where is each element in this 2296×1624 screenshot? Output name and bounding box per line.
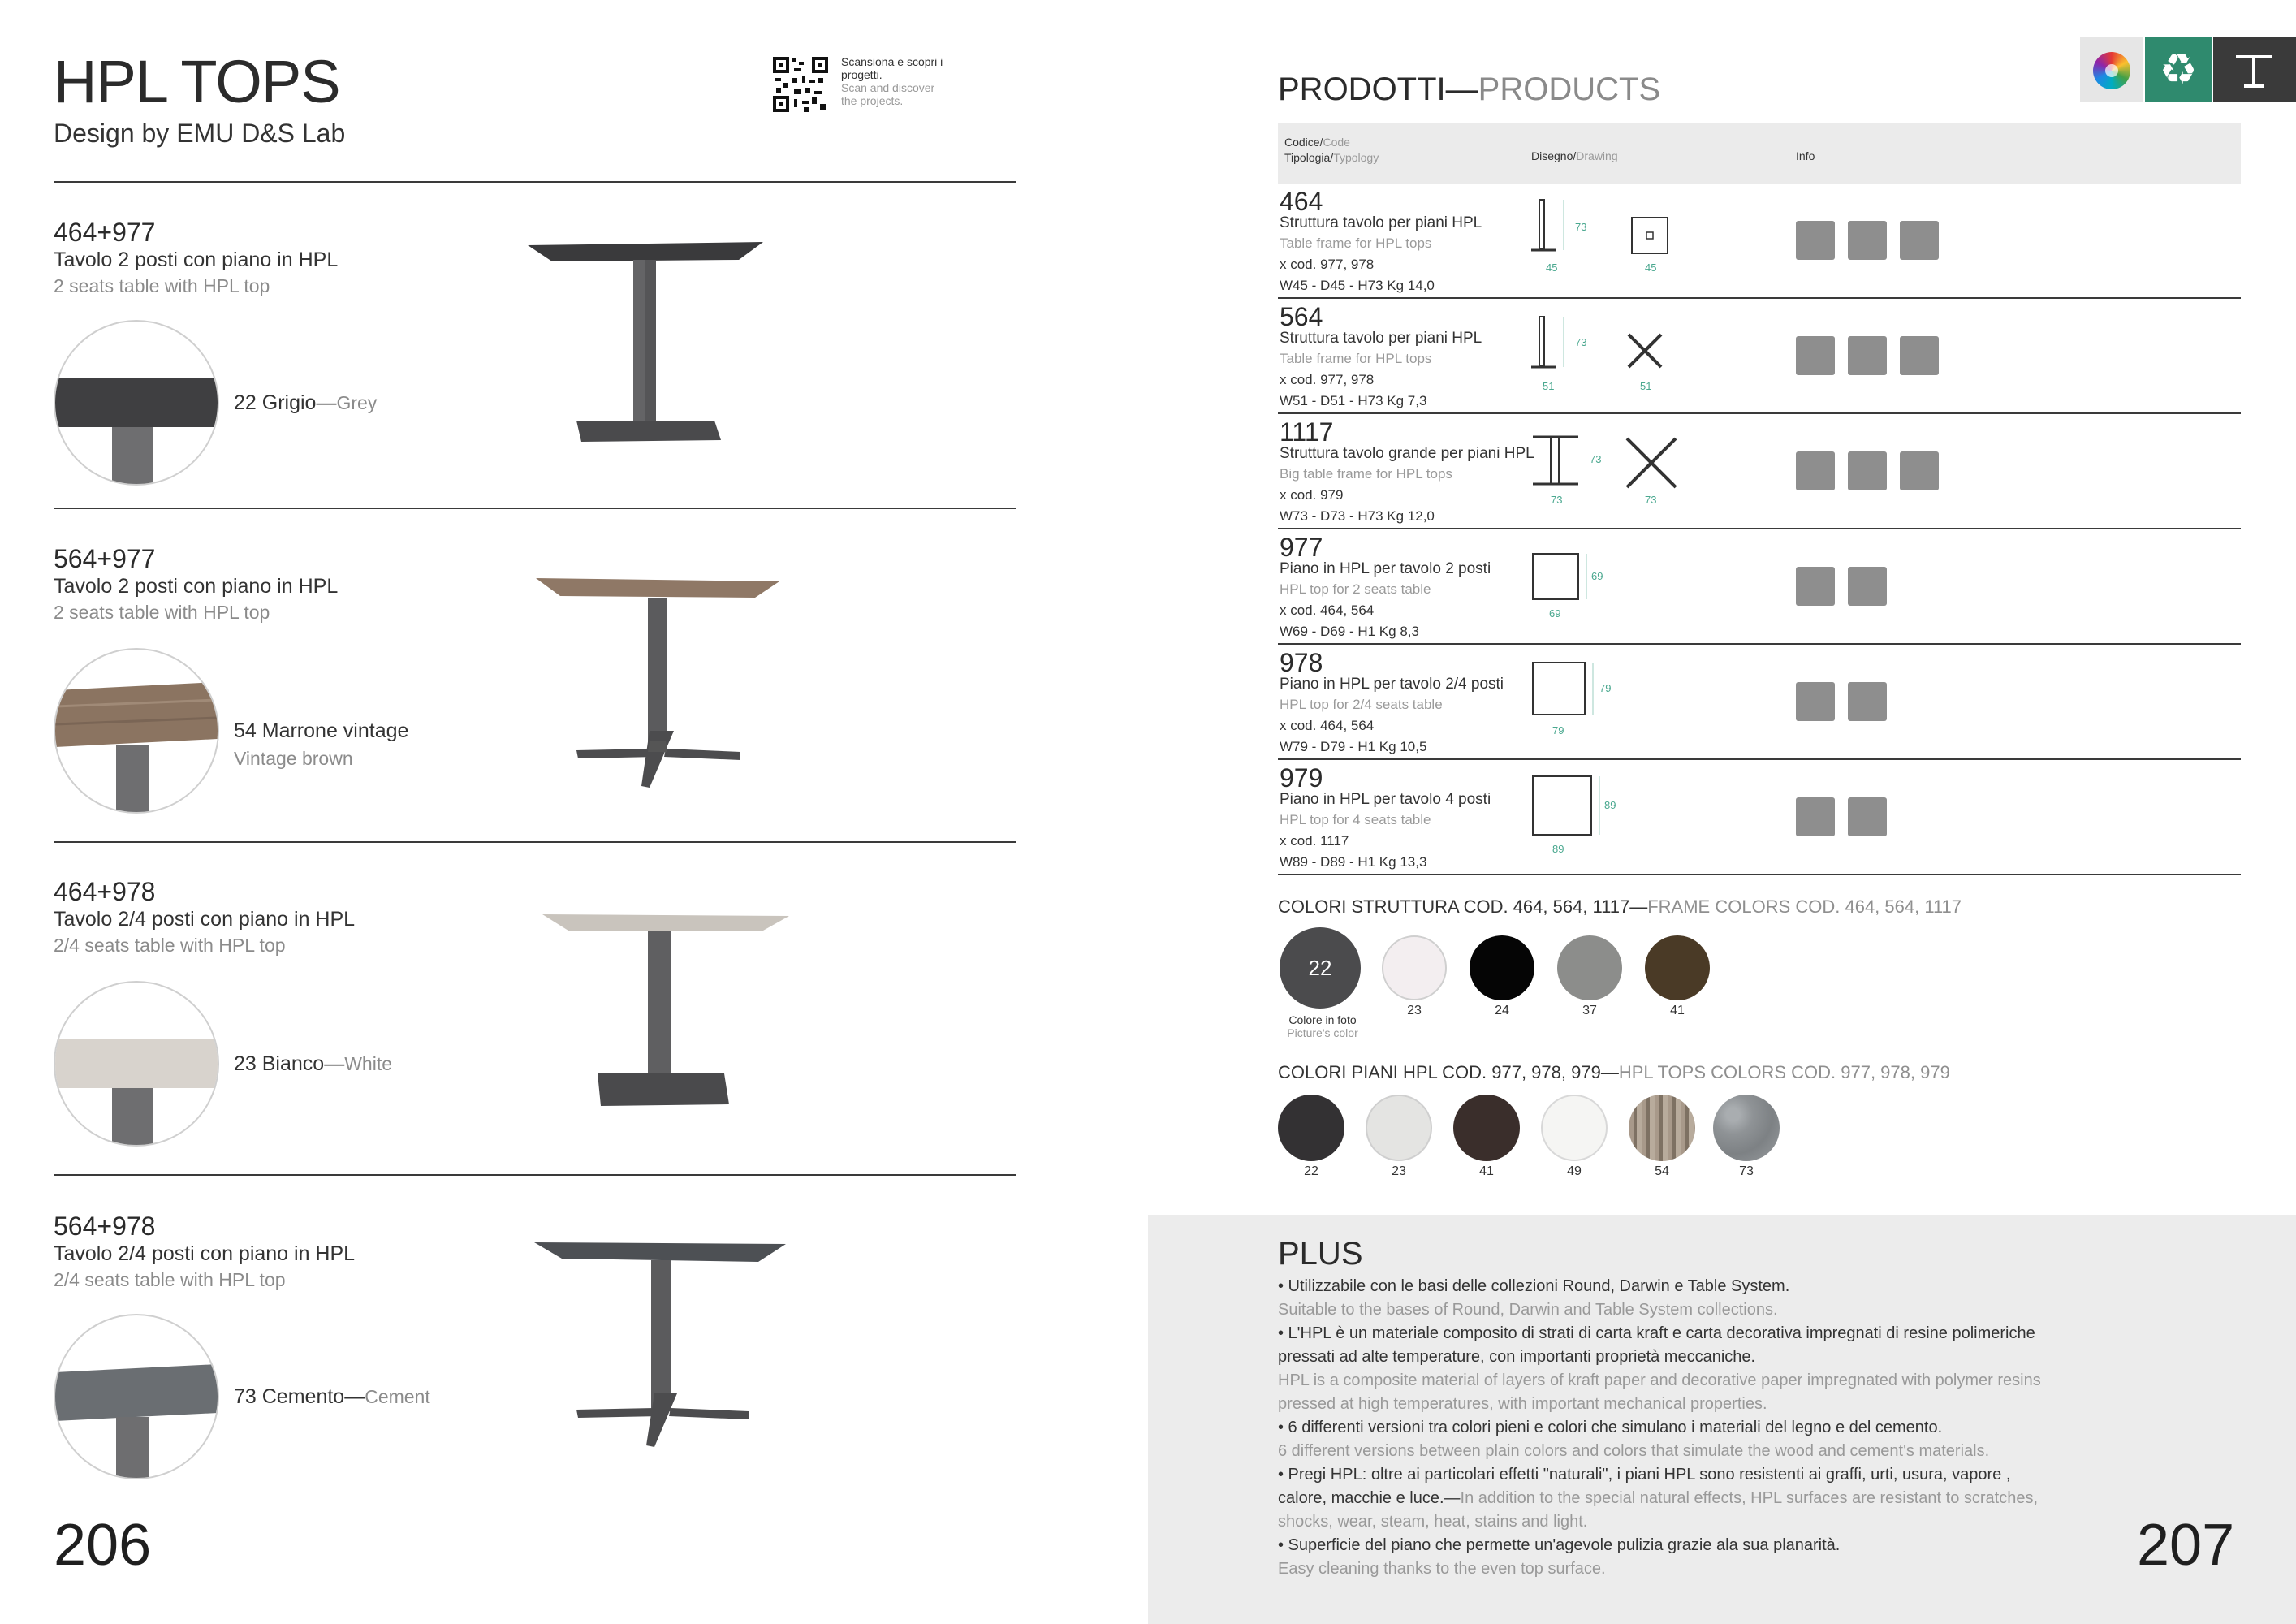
divider <box>54 181 1016 183</box>
page-number-left: 206 <box>54 1513 152 1578</box>
product-desc-it: Piano in HPL per tavolo 2 posti <box>1280 560 1491 577</box>
plus-bullet-en: Easy cleaning thanks to the even top surface. <box>1278 1560 1606 1578</box>
top-swatch-41 <box>1453 1095 1520 1161</box>
plus-bullet-en: In addition to the special natural effects, HPL surfaces are resistant to scratches, shocks, wear, steam, heat, stains and light. <box>1278 1489 2039 1531</box>
top-swatch-23 <box>1366 1095 1432 1161</box>
color-detail-photo <box>54 320 219 486</box>
qr-text-it: Scansiona e scopri i progetti. <box>841 55 943 81</box>
plus-bullet-en: 6 different versions between plain colors and colors that simulate the wood and cement's materials. <box>1278 1442 1990 1460</box>
frame-swatch-37 <box>1557 935 1622 1000</box>
item-desc-it: Tavolo 2/4 posti con piano in HPL <box>54 1242 356 1265</box>
col-code-en: Code <box>1323 136 1350 149</box>
product-desc-it: Struttura tavolo per piani HPL <box>1280 214 1482 231</box>
product-desc-en: Big table frame for HPL tops <box>1280 466 1452 482</box>
item-desc-en: 2 seats table with HPL top <box>54 602 270 623</box>
top-swatch-73 <box>1713 1095 1780 1161</box>
top-swatch-code: 41 <box>1479 1164 1494 1178</box>
top-swatch-code: 23 <box>1392 1164 1406 1178</box>
color-name-it: 23 Bianco <box>234 1052 325 1075</box>
product-xcod: x cod. 464, 564 <box>1280 718 1375 733</box>
frame-swatch-22 <box>1280 927 1361 1009</box>
dim-height: 79 <box>1599 682 1612 694</box>
col-drawing-en: Drawing <box>1576 149 1618 162</box>
weather-icon <box>1900 451 1939 490</box>
frame-swatch-code: 41 <box>1670 1004 1685 1017</box>
top-swatch-code: 73 <box>1739 1164 1754 1178</box>
qr-text-en: Scan and discover the projects. <box>841 81 935 107</box>
top-drawing <box>1624 435 1681 492</box>
item-code: 564+978 <box>54 1212 156 1241</box>
divider <box>1278 297 2241 299</box>
product-xcod: x cod. 464, 564 <box>1280 603 1375 618</box>
product-code: 978 <box>1280 648 1323 677</box>
dim-width: 73 <box>1551 494 1563 506</box>
table-header <box>1278 123 2241 184</box>
item-code: 464+977 <box>54 218 156 247</box>
dim-depth: 45 <box>1645 261 1657 274</box>
dim-width: 79 <box>1552 724 1564 736</box>
frame-swatch-code: 24 <box>1495 1004 1509 1017</box>
top-drawing <box>1530 551 1595 607</box>
weather-icon <box>1900 336 1939 375</box>
color-name-en: Cement <box>365 1386 430 1407</box>
item-code: 464+978 <box>54 877 156 906</box>
product-xcod: x cod. 977, 978 <box>1280 257 1375 272</box>
product-desc-en: HPL top for 2 seats table <box>1280 581 1431 597</box>
top-swatch-22 <box>1278 1095 1344 1161</box>
col-code-it: Codice/ <box>1284 136 1323 149</box>
frame-colors-title-it: COLORI STRUTTURA COD. 464, 564, 1117 <box>1278 896 1630 917</box>
divider <box>1278 758 2241 760</box>
product-code: 564 <box>1280 302 1323 331</box>
product-photo-464-977 <box>520 235 779 463</box>
item-desc-en: 2/4 seats table with HPL top <box>54 1269 286 1290</box>
color-name-it: 54 Marrone vintage <box>234 719 409 742</box>
product-desc-it: Piano in HPL per tavolo 4 posti <box>1280 791 1491 808</box>
dim-height: 89 <box>1604 799 1616 811</box>
product-code: 464 <box>1280 187 1323 216</box>
product-dims: W69 - D69 - H1 Kg 8,3 <box>1280 624 1419 639</box>
table-row <box>1278 533 2241 643</box>
product-dims: W79 - D79 - H1 Kg 10,5 <box>1280 739 1427 754</box>
col-drawing-it: Disegno/ <box>1531 149 1577 162</box>
divider <box>1278 874 2241 875</box>
table-row <box>1278 417 2241 528</box>
divider <box>1278 528 2241 529</box>
dim-height: 73 <box>1590 453 1602 465</box>
frame-colors-title-en: FRAME COLORS COD. 464, 564, 1117 <box>1647 896 1962 917</box>
cleaning-icon <box>1796 451 1835 490</box>
product-photo-464-978 <box>536 901 796 1129</box>
frame-swatch-code: 37 <box>1582 1004 1597 1017</box>
product-dims: W89 - D89 - H1 Kg 13,3 <box>1280 854 1427 870</box>
product-desc-it: Struttura tavolo grande per piani HPL <box>1280 445 1534 462</box>
frame-swatch-23 <box>1382 935 1447 1000</box>
weather-icon <box>1848 567 1887 606</box>
stackable-icon <box>1848 451 1887 490</box>
top-colors-title-it: COLORI PIANI HPL COD. 977, 978, 979 <box>1278 1062 1601 1082</box>
color-detail-photo <box>54 981 219 1147</box>
top-drawing <box>1630 216 1671 257</box>
product-desc-it: Struttura tavolo per piani HPL <box>1280 330 1482 347</box>
table-row <box>1278 763 2241 874</box>
stackable-icon <box>1796 682 1835 721</box>
frame-swatch-label: 22 <box>1308 956 1332 980</box>
product-desc-en: Table frame for HPL tops <box>1280 235 1432 251</box>
divider <box>54 508 1016 509</box>
item-desc-en: 2 seats table with HPL top <box>54 275 270 296</box>
top-colors-title-en: HPL TOPS COLORS COD. 977, 978, 979 <box>1618 1062 1950 1082</box>
color-name-en: White <box>344 1053 392 1074</box>
product-xcod: x cod. 979 <box>1280 487 1344 503</box>
color-sep: — <box>344 1385 365 1408</box>
dim-depth: 73 <box>1645 494 1657 506</box>
top-swatch-49 <box>1541 1095 1608 1161</box>
top-colors-sep: — <box>1600 1062 1619 1082</box>
dim-height: 69 <box>1591 570 1603 582</box>
table-row <box>1278 302 2241 412</box>
side-drawing <box>1531 313 1580 378</box>
color-sep: — <box>316 391 337 414</box>
product-code: 977 <box>1280 533 1323 562</box>
product-dims: W45 - D45 - H73 Kg 14,0 <box>1280 278 1435 293</box>
products-header-it: PRODOTTI <box>1278 71 1446 107</box>
product-desc-en: HPL top for 4 seats table <box>1280 812 1431 827</box>
color-name-en: Vintage brown <box>234 748 353 769</box>
item-desc-it: Tavolo 2 posti con piano in HPL <box>54 575 339 598</box>
divider <box>1278 412 2241 414</box>
item-code: 564+977 <box>54 544 156 573</box>
item-desc-it: Tavolo 2/4 posti con piano in HPL <box>54 908 356 931</box>
product-code: 1117 <box>1280 417 1334 447</box>
stackable-icon <box>1848 336 1887 375</box>
plus-bullet-en: HPL is a composite material of layers of kraft paper and decorative paper impregnated with polymer resins pressed at high temperatures, with important mechanical properties. <box>1278 1371 2041 1413</box>
qr-code[interactable] <box>771 55 830 114</box>
plus-bullet-it: • Superficie del piano che permette un'agevole pulizia grazie ala sua planarità. <box>1278 1536 1841 1554</box>
product-code: 979 <box>1280 763 1323 793</box>
product-xcod: x cod. 977, 978 <box>1280 372 1375 387</box>
divider <box>1278 643 2241 645</box>
stackable-icon <box>1796 797 1835 836</box>
products-header-sep: — <box>1445 71 1478 107</box>
plus-text <box>1278 1275 2057 1581</box>
dim-depth: 51 <box>1640 380 1652 392</box>
plus-bullet-it: • Pregi HPL: oltre ai particolari effetti "naturali", i piani HPL sono resistenti ai graffi, urti, usura, vapore , calore, macchie e luce.— <box>1278 1466 2011 1507</box>
product-xcod: x cod. 1117 <box>1280 833 1349 849</box>
frame-swatch-41 <box>1645 935 1710 1000</box>
col-type-en: Typology <box>1333 151 1379 164</box>
item-desc-it: Tavolo 2 posti con piano in HPL <box>54 248 339 271</box>
dim-width: 51 <box>1543 380 1555 392</box>
color-name-it: 22 Grigio <box>234 391 317 414</box>
color-detail-photo <box>54 1314 219 1479</box>
dim-width: 45 <box>1546 261 1558 274</box>
color-wheel-icon[interactable] <box>2080 37 2143 102</box>
product-photo-564-978 <box>528 1228 796 1455</box>
product-desc-it: Piano in HPL per tavolo 2/4 posti <box>1280 676 1504 693</box>
page-title: HPL TOPS <box>54 48 340 115</box>
plus-bullet-it: • 6 differenti versioni tra colori pieni e colori che simulano i materiali del legno e del cemento. <box>1278 1419 1943 1436</box>
product-photo-564-977 <box>528 568 788 796</box>
plus-bullet-it: • L'HPL è un materiale composito di strati di carta kraft e carta decorativa impregnati di resine polimeriche pressati ad alte temperature, con importanti proprietà meccaniche. <box>1278 1324 2035 1366</box>
page-number-right: 207 <box>2137 1513 2235 1578</box>
page-subtitle: Design by EMU D&S Lab <box>54 119 346 148</box>
color-name-en: Grey <box>336 392 378 413</box>
plus-bullet-en: Suitable to the bases of Round, Darwin and Table System collections. <box>1278 1301 1778 1319</box>
recycle-icon[interactable]: ♻ <box>2145 37 2212 102</box>
product-dims: W51 - D51 - H73 Kg 7,3 <box>1280 393 1427 408</box>
cleaning-icon <box>1796 336 1835 375</box>
top-drawing <box>1530 773 1611 843</box>
top-swatch-code: 49 <box>1567 1164 1582 1178</box>
divider <box>54 1174 1016 1176</box>
product-desc-en: HPL top for 2/4 seats table <box>1280 697 1443 712</box>
col-type-it: Tipologia/ <box>1284 151 1334 164</box>
table-row <box>1278 648 2241 758</box>
weather-icon <box>1848 682 1887 721</box>
dim-height: 73 <box>1575 336 1587 348</box>
stackable-icon <box>1796 567 1835 606</box>
side-drawing <box>1531 197 1580 261</box>
products-header-en: PRODUCTS <box>1478 71 1661 107</box>
product-dims: W73 - D73 - H73 Kg 12,0 <box>1280 508 1435 524</box>
top-swatch-54 <box>1629 1095 1695 1161</box>
top-swatch-code: 54 <box>1655 1164 1669 1178</box>
picture-color-it: Colore in foto <box>1288 1013 1357 1026</box>
product-desc-en: Table frame for HPL tops <box>1280 351 1432 366</box>
stackable-icon <box>1848 221 1887 260</box>
col-info: Info <box>1796 149 1815 162</box>
color-name-it: 73 Cemento <box>234 1385 345 1408</box>
weather-icon <box>1848 797 1887 836</box>
dim-width: 69 <box>1549 607 1561 620</box>
top-swatch-code: 22 <box>1304 1164 1318 1178</box>
top-drawing <box>1530 659 1603 724</box>
color-sep: — <box>324 1052 345 1075</box>
frame-swatch-24 <box>1470 935 1534 1000</box>
top-drawing <box>1625 331 1666 372</box>
frame-colors-sep: — <box>1629 896 1648 917</box>
plus-title: PLUS <box>1278 1236 1363 1272</box>
cleaning-icon <box>1796 221 1835 260</box>
dim-height: 73 <box>1575 221 1587 233</box>
table-row <box>1278 187 2241 297</box>
weather-icon <box>1900 221 1939 260</box>
text-icon[interactable] <box>2213 37 2296 102</box>
color-detail-photo <box>54 648 219 814</box>
item-desc-en: 2/4 seats table with HPL top <box>54 935 286 956</box>
picture-color-en: Picture's color <box>1287 1026 1358 1039</box>
side-drawing <box>1531 434 1588 499</box>
plus-bullet-it: • Utilizzabile con le basi delle collezioni Round, Darwin e Table System. <box>1278 1277 1790 1295</box>
dim-width: 89 <box>1552 843 1564 855</box>
divider <box>54 841 1016 843</box>
frame-swatch-code: 23 <box>1407 1004 1422 1017</box>
